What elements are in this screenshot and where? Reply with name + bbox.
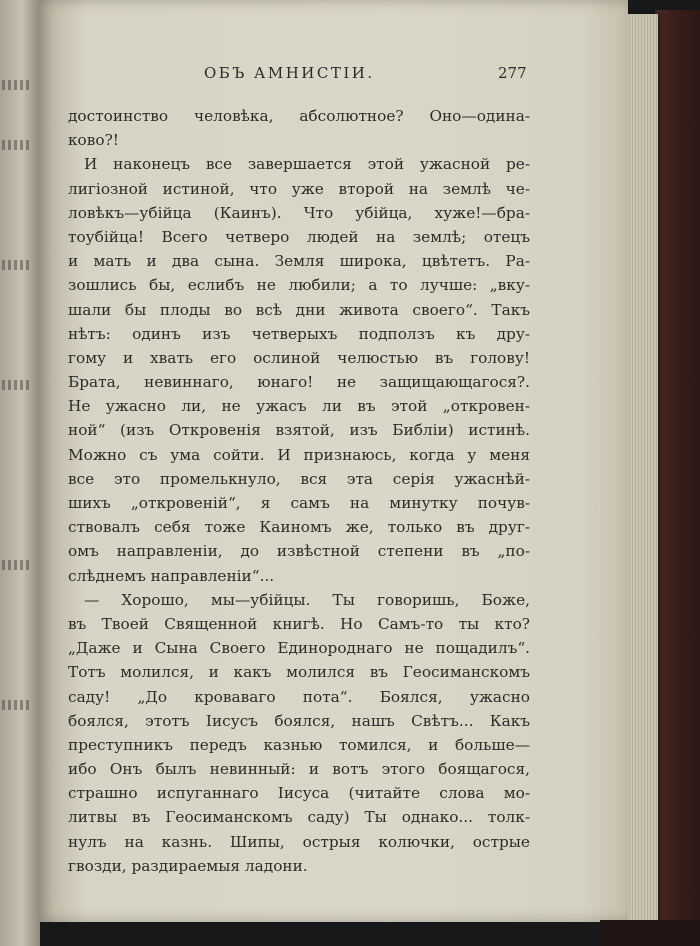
running-title: ОБЪ АМНИСТІИ. (204, 64, 375, 82)
left-page-text-fragment (2, 380, 32, 390)
text-line: и мать и два сына. Земля широка, цвѣтетъ. Ра- (68, 252, 530, 271)
text-line: ствовалъ себя тоже Каиномъ же, только въ друг- (68, 518, 530, 537)
text-line: зошлись бы, еслибъ не любили; а то лучше: „вку- (68, 276, 530, 295)
text-line: преступникъ передъ казнью томился, и больше— (68, 735, 530, 754)
text-line: „Даже и Сына Своего Единороднаго не пощадилъ“. (68, 639, 530, 658)
text-line: Тотъ молился, и какъ молился въ Геосиманскомъ (68, 663, 530, 682)
left-page-text-fragment (2, 260, 32, 270)
left-page-text-fragment (2, 80, 32, 90)
text-line: — Хорошо, мы—убійцы. Ты говоришь, Боже, (84, 590, 530, 609)
text-line: гому и хвать его ослиной челюстью въ голову! (68, 348, 530, 367)
text-line: шали бы плоды во всѣ дни живота своего“. Такъ (68, 300, 530, 319)
text-line: страшно испуганнаго Іисуса (читайте слова мо- (68, 784, 530, 803)
text-line: литвы въ Геосиманскомъ саду) Ты однако... толк- (68, 808, 530, 827)
left-page-text-fragment (2, 140, 32, 150)
text-line: ной“ (изъ Откровенія взятой, изъ Библіи) истинѣ. (68, 421, 530, 440)
text-line: достоинство человѣка, абсолютное? Оно—одина- (68, 107, 530, 125)
text-line: нулъ на казнь. Шипы, острыя колючки, острые (68, 832, 530, 851)
text-line: гвозди, раздираемыя ладони. (68, 856, 308, 875)
body-text (68, 104, 530, 878)
text-line: Брата, невиннаго, юнаго! не защищающагося?. (68, 373, 530, 392)
book-cover-edge (655, 10, 700, 946)
text-line: шихъ „откровеній“, я самъ на минутку почув- (68, 494, 530, 512)
text-line: саду! „До кроваваго пота“. Боялся, ужасно (68, 687, 530, 706)
text-line: слѣднемъ направленіи“... (68, 566, 275, 585)
page-number: 277 (498, 64, 527, 82)
text-line: нѣтъ: одинъ изъ четверыхъ подползъ къ дру- (68, 324, 530, 343)
text-line: все это промелькнуло, вся эта серія ужаснѣй- (68, 469, 530, 488)
text-line: въ Твоей Священной книгѣ. Но Самъ-то ты кто? (68, 614, 530, 633)
text-line: Не ужасно ли, не ужасъ ли въ этой „откровен- (68, 397, 530, 416)
text-line: ловѣкъ—убійца (Каинъ). Что убійца, хуже!—бра- (68, 203, 530, 222)
text-line: ково?! (68, 131, 119, 150)
text-line: Можно съ ума сойти. И признаюсь, когда у меня (68, 445, 530, 464)
book-cover-bottom (600, 920, 700, 946)
text-line: И наконецъ все завершается этой ужасной ре- (84, 155, 530, 174)
text-line: омъ направленіи, до извѣстной степени въ „по- (68, 542, 530, 561)
text-line: лигіозной истиной, что уже второй на землѣ че- (68, 179, 530, 198)
left-page-text-fragment (2, 700, 32, 710)
left-page-edge (0, 0, 40, 946)
text-line: тоубійца! Всего четверо людей на землѣ; отецъ (68, 227, 530, 246)
page-header (38, 64, 628, 88)
left-page-text-fragment (2, 560, 32, 570)
text-line: боялся, этотъ Іисусъ боялся, нашъ Свѣтъ... Какъ (68, 711, 530, 730)
text-line: ибо Онъ былъ невинный: и вотъ этого боящагося, (68, 760, 530, 779)
